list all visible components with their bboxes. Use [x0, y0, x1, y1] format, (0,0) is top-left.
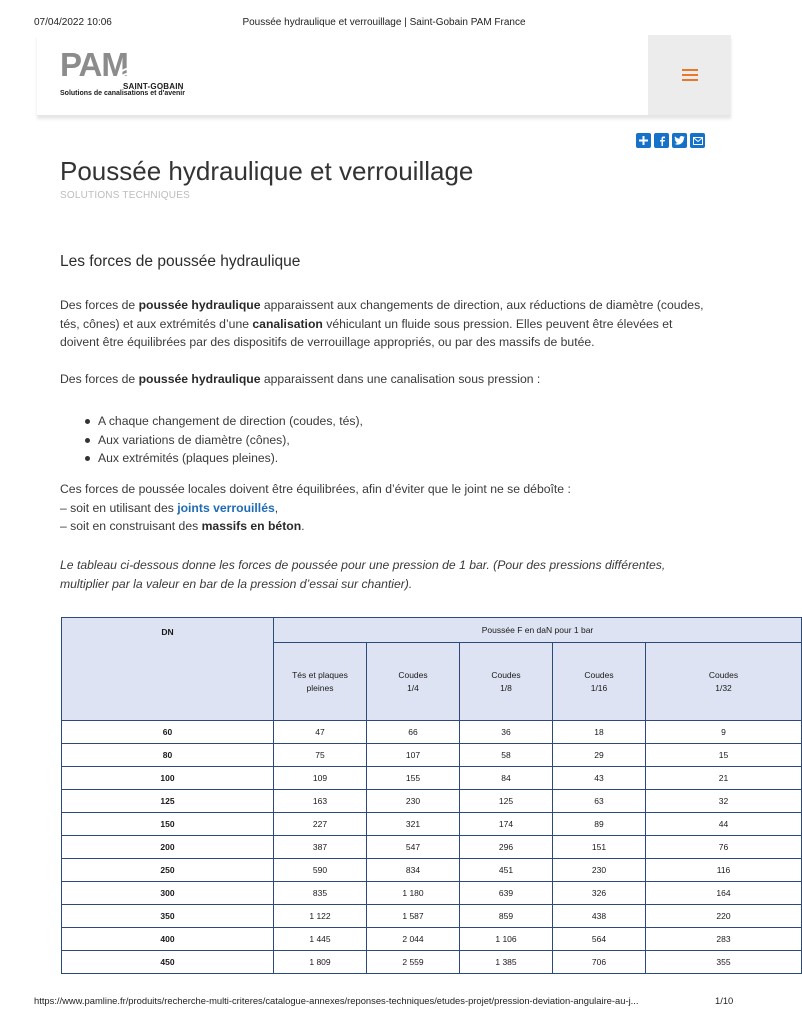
force-cell: 84	[460, 767, 553, 790]
force-cell: 58	[460, 744, 553, 767]
force-cell: 1 106	[460, 928, 553, 951]
dn-cell: 400	[62, 928, 274, 951]
brand-tagline: Solutions de canalisations et d'avenir	[60, 90, 185, 97]
force-cell: 326	[553, 882, 646, 905]
pam-logo-mark	[60, 46, 176, 83]
force-cell: 355	[646, 951, 802, 974]
share-bar	[636, 133, 705, 148]
force-cell: 163	[274, 790, 367, 813]
force-cell: 125	[460, 790, 553, 813]
force-cell: 387	[274, 836, 367, 859]
force-cell: 835	[274, 882, 367, 905]
force-cell: 164	[646, 882, 802, 905]
table-row	[62, 790, 802, 813]
email-icon[interactable]	[690, 133, 705, 148]
force-cell: 89	[553, 813, 646, 836]
print-timestamp: 07/04/2022 10:06	[34, 17, 112, 28]
paragraph-intro: Des forces de poussée hydraulique apparaissent aux changements de direction, aux réductions de diamètre (coudes, tés, cônes) et aux extrémités d’une canalisation véhiculant un fluide sous pression. Elles peuvent être élevées et doivent être équilibrées par des dispositifs de verrouillage appropriés, ou par des massifs de butée.	[60, 298, 704, 349]
table-row	[62, 928, 802, 951]
joints-verrouilles-link[interactable]: joints verrouillés	[177, 500, 275, 515]
plus-icon[interactable]	[636, 133, 651, 148]
force-cell: 1 809	[274, 951, 367, 974]
table-row	[62, 836, 802, 859]
footer-page-number: 1/10	[715, 995, 734, 1006]
force-cell: 438	[553, 905, 646, 928]
table-row	[62, 813, 802, 836]
force-cell: 66	[367, 721, 460, 744]
dn-cell: 80	[62, 744, 274, 767]
force-cell: 9	[646, 721, 802, 744]
page-title: Poussée hydraulique et verrouillage	[60, 156, 474, 186]
dn-cell: 200	[62, 836, 274, 859]
twitter-icon[interactable]	[672, 133, 687, 148]
force-cell: 76	[646, 836, 802, 859]
column-header: Coudes 1/4	[367, 643, 460, 721]
column-header: Tés et plaques pleines	[274, 643, 367, 721]
force-cell: 109	[274, 767, 367, 790]
force-cell: 321	[367, 813, 460, 836]
list-item: Aux variations de diamètre (cônes),	[98, 431, 363, 450]
table-row	[62, 951, 802, 974]
force-cell: 639	[460, 882, 553, 905]
force-cell: 32	[646, 790, 802, 813]
thrust-table	[61, 617, 802, 974]
dn-cell: 350	[62, 905, 274, 928]
force-cell: 116	[646, 859, 802, 882]
paragraph-balancing: Ces forces de poussée locales doivent être équilibrées, afin d’éviter que le joint ne se déboîte : – soit en utilisant des joints verrouillés, – soit en construisant des massifs en béton.	[60, 482, 571, 533]
force-cell: 451	[460, 859, 553, 882]
dn-cell: 100	[62, 767, 274, 790]
force-cell: 859	[460, 905, 553, 928]
force-cell: 155	[367, 767, 460, 790]
print-page-title: Poussée hydraulique et verrouillage | Saint-Gobain PAM France	[242, 17, 526, 28]
table-row	[62, 721, 802, 744]
force-cell: 227	[274, 813, 367, 836]
force-cell: 230	[553, 859, 646, 882]
dn-cell: 250	[62, 859, 274, 882]
force-cell: 43	[553, 767, 646, 790]
table-row	[62, 882, 802, 905]
section-heading: Les forces de poussée hydraulique	[60, 253, 301, 270]
force-cell: 15	[646, 744, 802, 767]
table-row	[62, 744, 802, 767]
list-item: A chaque changement de direction (coudes, tés),	[98, 412, 363, 431]
facebook-icon[interactable]	[654, 133, 669, 148]
force-cell: 47	[274, 721, 367, 744]
force-cell: 2 559	[367, 951, 460, 974]
force-cell: 1 445	[274, 928, 367, 951]
force-cell: 21	[646, 767, 802, 790]
pam-wordmark: PAM	[60, 46, 128, 83]
force-cell: 230	[367, 790, 460, 813]
force-cell: 29	[553, 744, 646, 767]
force-cell: 1 587	[367, 905, 460, 928]
menu-button[interactable]	[648, 35, 731, 115]
group-header: Poussée F en daN pour 1 bar	[274, 618, 802, 643]
force-cell: 220	[646, 905, 802, 928]
force-cell: 174	[460, 813, 553, 836]
force-cell: 44	[646, 813, 802, 836]
paragraph-pressure: Des forces de poussée hydraulique apparaissent dans une canalisation sous pression :	[60, 372, 541, 386]
force-cell: 283	[646, 928, 802, 951]
column-header: Coudes 1/16	[553, 643, 646, 721]
force-cell: 547	[367, 836, 460, 859]
force-cell: 75	[274, 744, 367, 767]
force-cell: 107	[367, 744, 460, 767]
dn-cell: 150	[62, 813, 274, 836]
force-cell: 1 180	[367, 882, 460, 905]
force-cell: 706	[553, 951, 646, 974]
category-label[interactable]: SOLUTIONS TECHNIQUES	[60, 190, 190, 201]
thrust-table-container[interactable]	[61, 617, 739, 997]
force-cell: 590	[274, 859, 367, 882]
pam-logo[interactable]	[60, 46, 210, 101]
table-row	[62, 905, 802, 928]
force-cell: 18	[553, 721, 646, 744]
dn-cell: 125	[62, 790, 274, 813]
table-row	[62, 859, 802, 882]
force-cell: 151	[553, 836, 646, 859]
site-header	[37, 35, 731, 116]
force-cell: 36	[460, 721, 553, 744]
dn-cell: 300	[62, 882, 274, 905]
paragraph-table-intro: Le tableau ci-dessous donne les forces de poussée pour une pression de 1 bar. (Pour des pressions différentes, multiplier par la valeur en bar de la pression d’essai sur chantier).	[60, 558, 666, 591]
hamburger-icon	[682, 69, 698, 82]
force-cell: 63	[553, 790, 646, 813]
column-header: Coudes 1/8	[460, 643, 553, 721]
force-cell: 1 385	[460, 951, 553, 974]
force-cell: 296	[460, 836, 553, 859]
table-row	[62, 767, 802, 790]
column-header: Coudes 1/32	[646, 643, 802, 721]
brand-name: SAINT-GOBAIN	[123, 82, 184, 91]
bullet-list	[98, 412, 363, 468]
dn-header: DN	[62, 618, 274, 721]
dn-cell: 60	[62, 721, 274, 744]
force-cell: 2 044	[367, 928, 460, 951]
footer-url: https://www.pamline.fr/produits/recherche-multi-criteres/catalogue-annexes/reponses-techniques/etudes-projet/pression-deviation-angulaire-au-j...	[34, 995, 639, 1006]
dn-cell: 450	[62, 951, 274, 974]
list-item: Aux extrémités (plaques pleines).	[98, 449, 363, 468]
force-cell: 1 122	[274, 905, 367, 928]
force-cell: 834	[367, 859, 460, 882]
force-cell: 564	[553, 928, 646, 951]
